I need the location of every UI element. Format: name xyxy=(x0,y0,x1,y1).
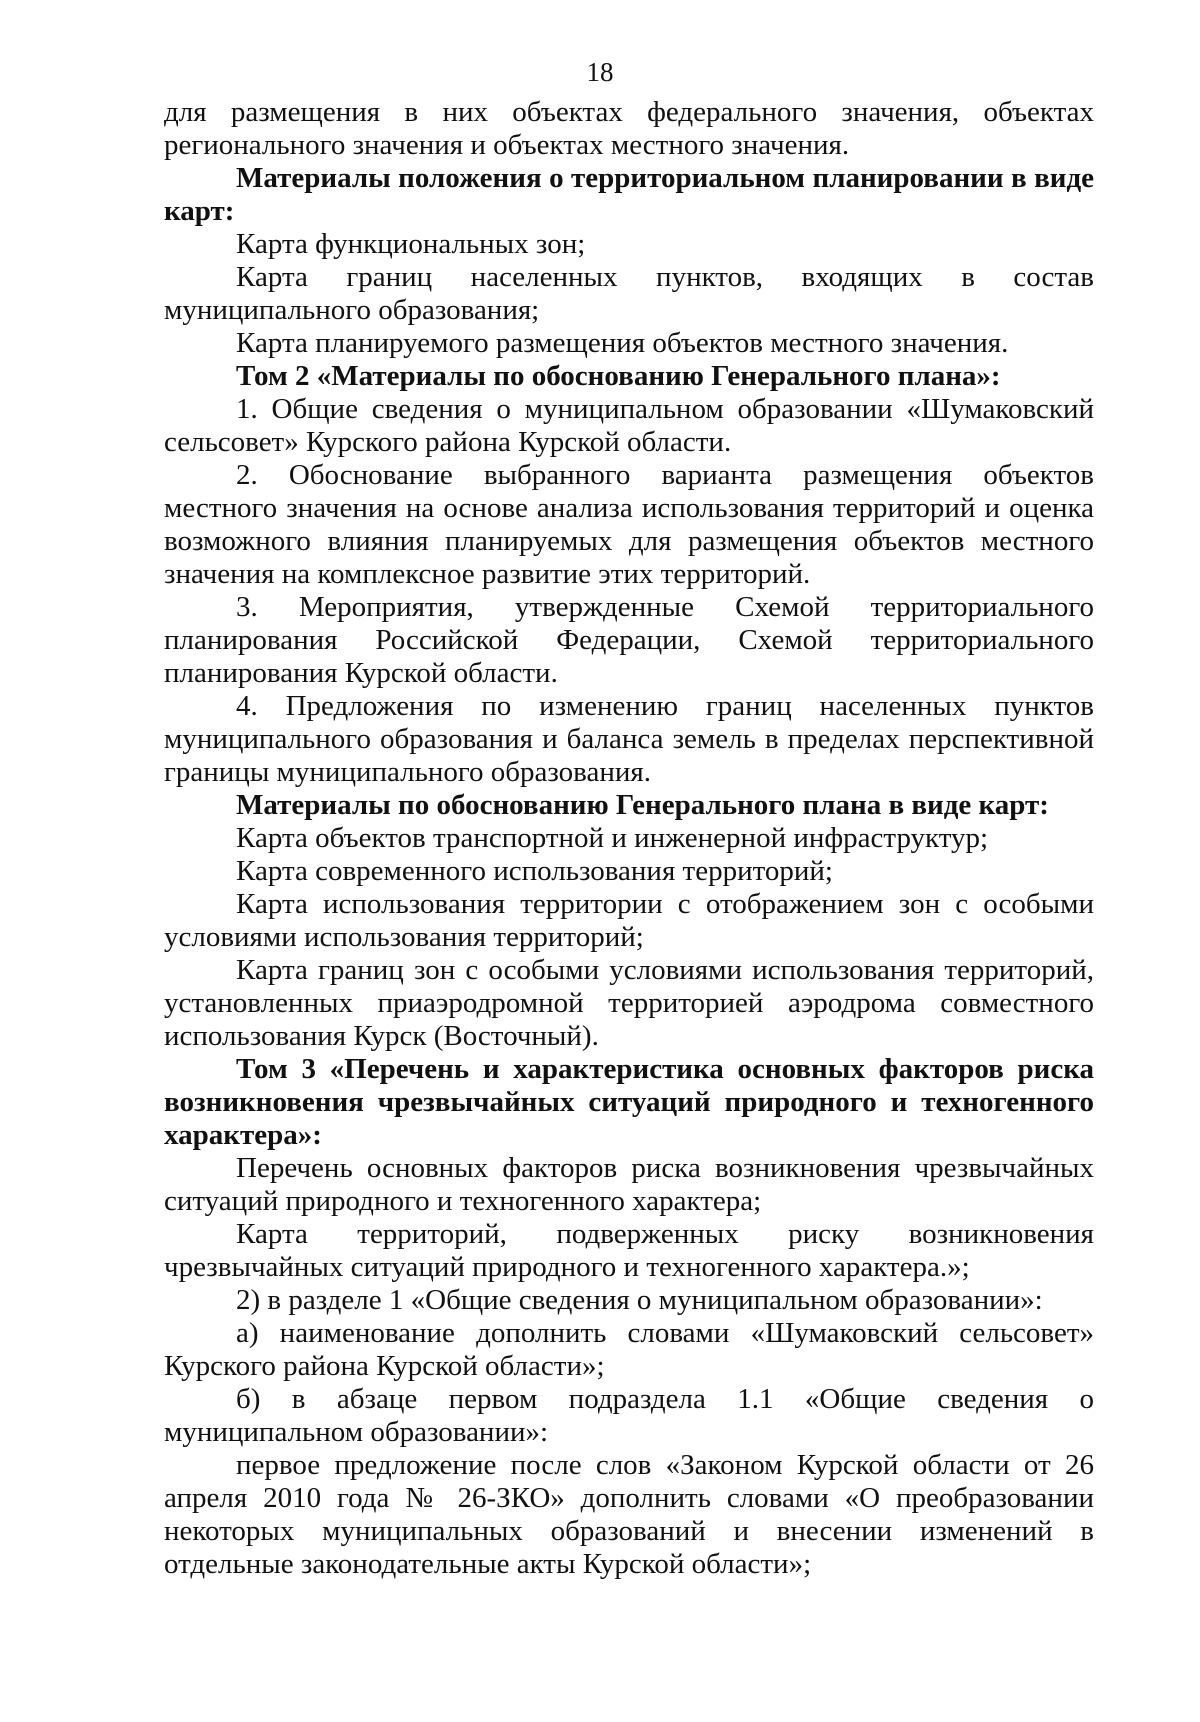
amendment-item: первое предложение после слов «Законом Курской области от 26 апреля 2010 года № 26-ЗКО» дополнить словами «О преобразовании некоторых муниципальных образований и внесении изменений в отдельные законодательные акты Курской области»; xyxy=(164,1449,1094,1580)
page-number: 18 xyxy=(586,57,614,87)
list-item: Карта границ зон с особыми условиями использования территорий, установленных приаэродромной территорией аэродрома совместного использования Курск (Восточный). xyxy=(164,954,1094,1052)
amendment-item: 2) в разделе 1 «Общие сведения о муниципальном образовании»: xyxy=(236,1284,1043,1316)
heading-volume-2: Том 2 «Материалы по обоснованию Генерального плана»: xyxy=(236,360,1001,392)
heading-justification-maps: Материалы по обоснованию Генерального плана в виде карт: xyxy=(236,789,1049,821)
amendment-item: а) наименование дополнить словами «Шумаковский сельсовет» Курского района Курской области»; xyxy=(164,1317,1094,1382)
paragraph-continuation: для размещения в них объектах федерального значения, объектах регионального значения и объектах местного значения. xyxy=(164,96,1094,161)
list-item: 1. Общие сведения о муниципальном образовании «Шумаковский сельсовет» Курского района Курской области. xyxy=(164,393,1094,458)
list-item: Карта объектов транспортной и инженерной инфраструктур; xyxy=(236,822,989,854)
list-item: Карта использования территории с отображением зон с особыми условиями использования территорий; xyxy=(164,888,1094,953)
list-item: Карта территорий, подверженных риску возникновения чрезвычайных ситуаций природного и техногенного характера.»; xyxy=(164,1218,1094,1283)
list-item: Перечень основных факторов риска возникновения чрезвычайных ситуаций природного и техногенного характера; xyxy=(164,1152,1094,1217)
amendment-item: б) в абзаце первом подраздела 1.1 «Общие сведения о муниципальном образовании»: xyxy=(164,1383,1094,1448)
document-body xyxy=(164,96,1094,1581)
list-item: 2. Обоснование выбранного варианта размещения объектов местного значения на основе анализа использования территорий и оценка возможного влияния планируемых для размещения объектов местного значения на комплексное развитие этих территорий. xyxy=(164,459,1094,590)
list-item: Карта границ населенных пунктов, входящих в состав муниципального образования; xyxy=(164,261,1094,326)
list-item: Карта планируемого размещения объектов местного значения. xyxy=(236,327,1009,359)
list-item: Карта современного использования территорий; xyxy=(236,855,833,887)
list-item: Карта функциональных зон; xyxy=(236,228,586,260)
heading-volume-3: Том 3 «Перечень и характеристика основных факторов риска возникновения чрезвычайных ситуаций природного и техногенного характера»: xyxy=(164,1053,1094,1151)
heading-maps-positions: Материалы положения о территориальном планировании в виде карт: xyxy=(164,162,1094,227)
list-item: 4. Предложения по изменению границ населенных пунктов муниципального образования и баланса земель в пределах перспективной границы муниципального образования. xyxy=(164,690,1094,788)
list-item: 3. Мероприятия, утвержденные Схемой территориального планирования Российской Федерации, Схемой территориального планирования Курской области. xyxy=(164,591,1094,689)
